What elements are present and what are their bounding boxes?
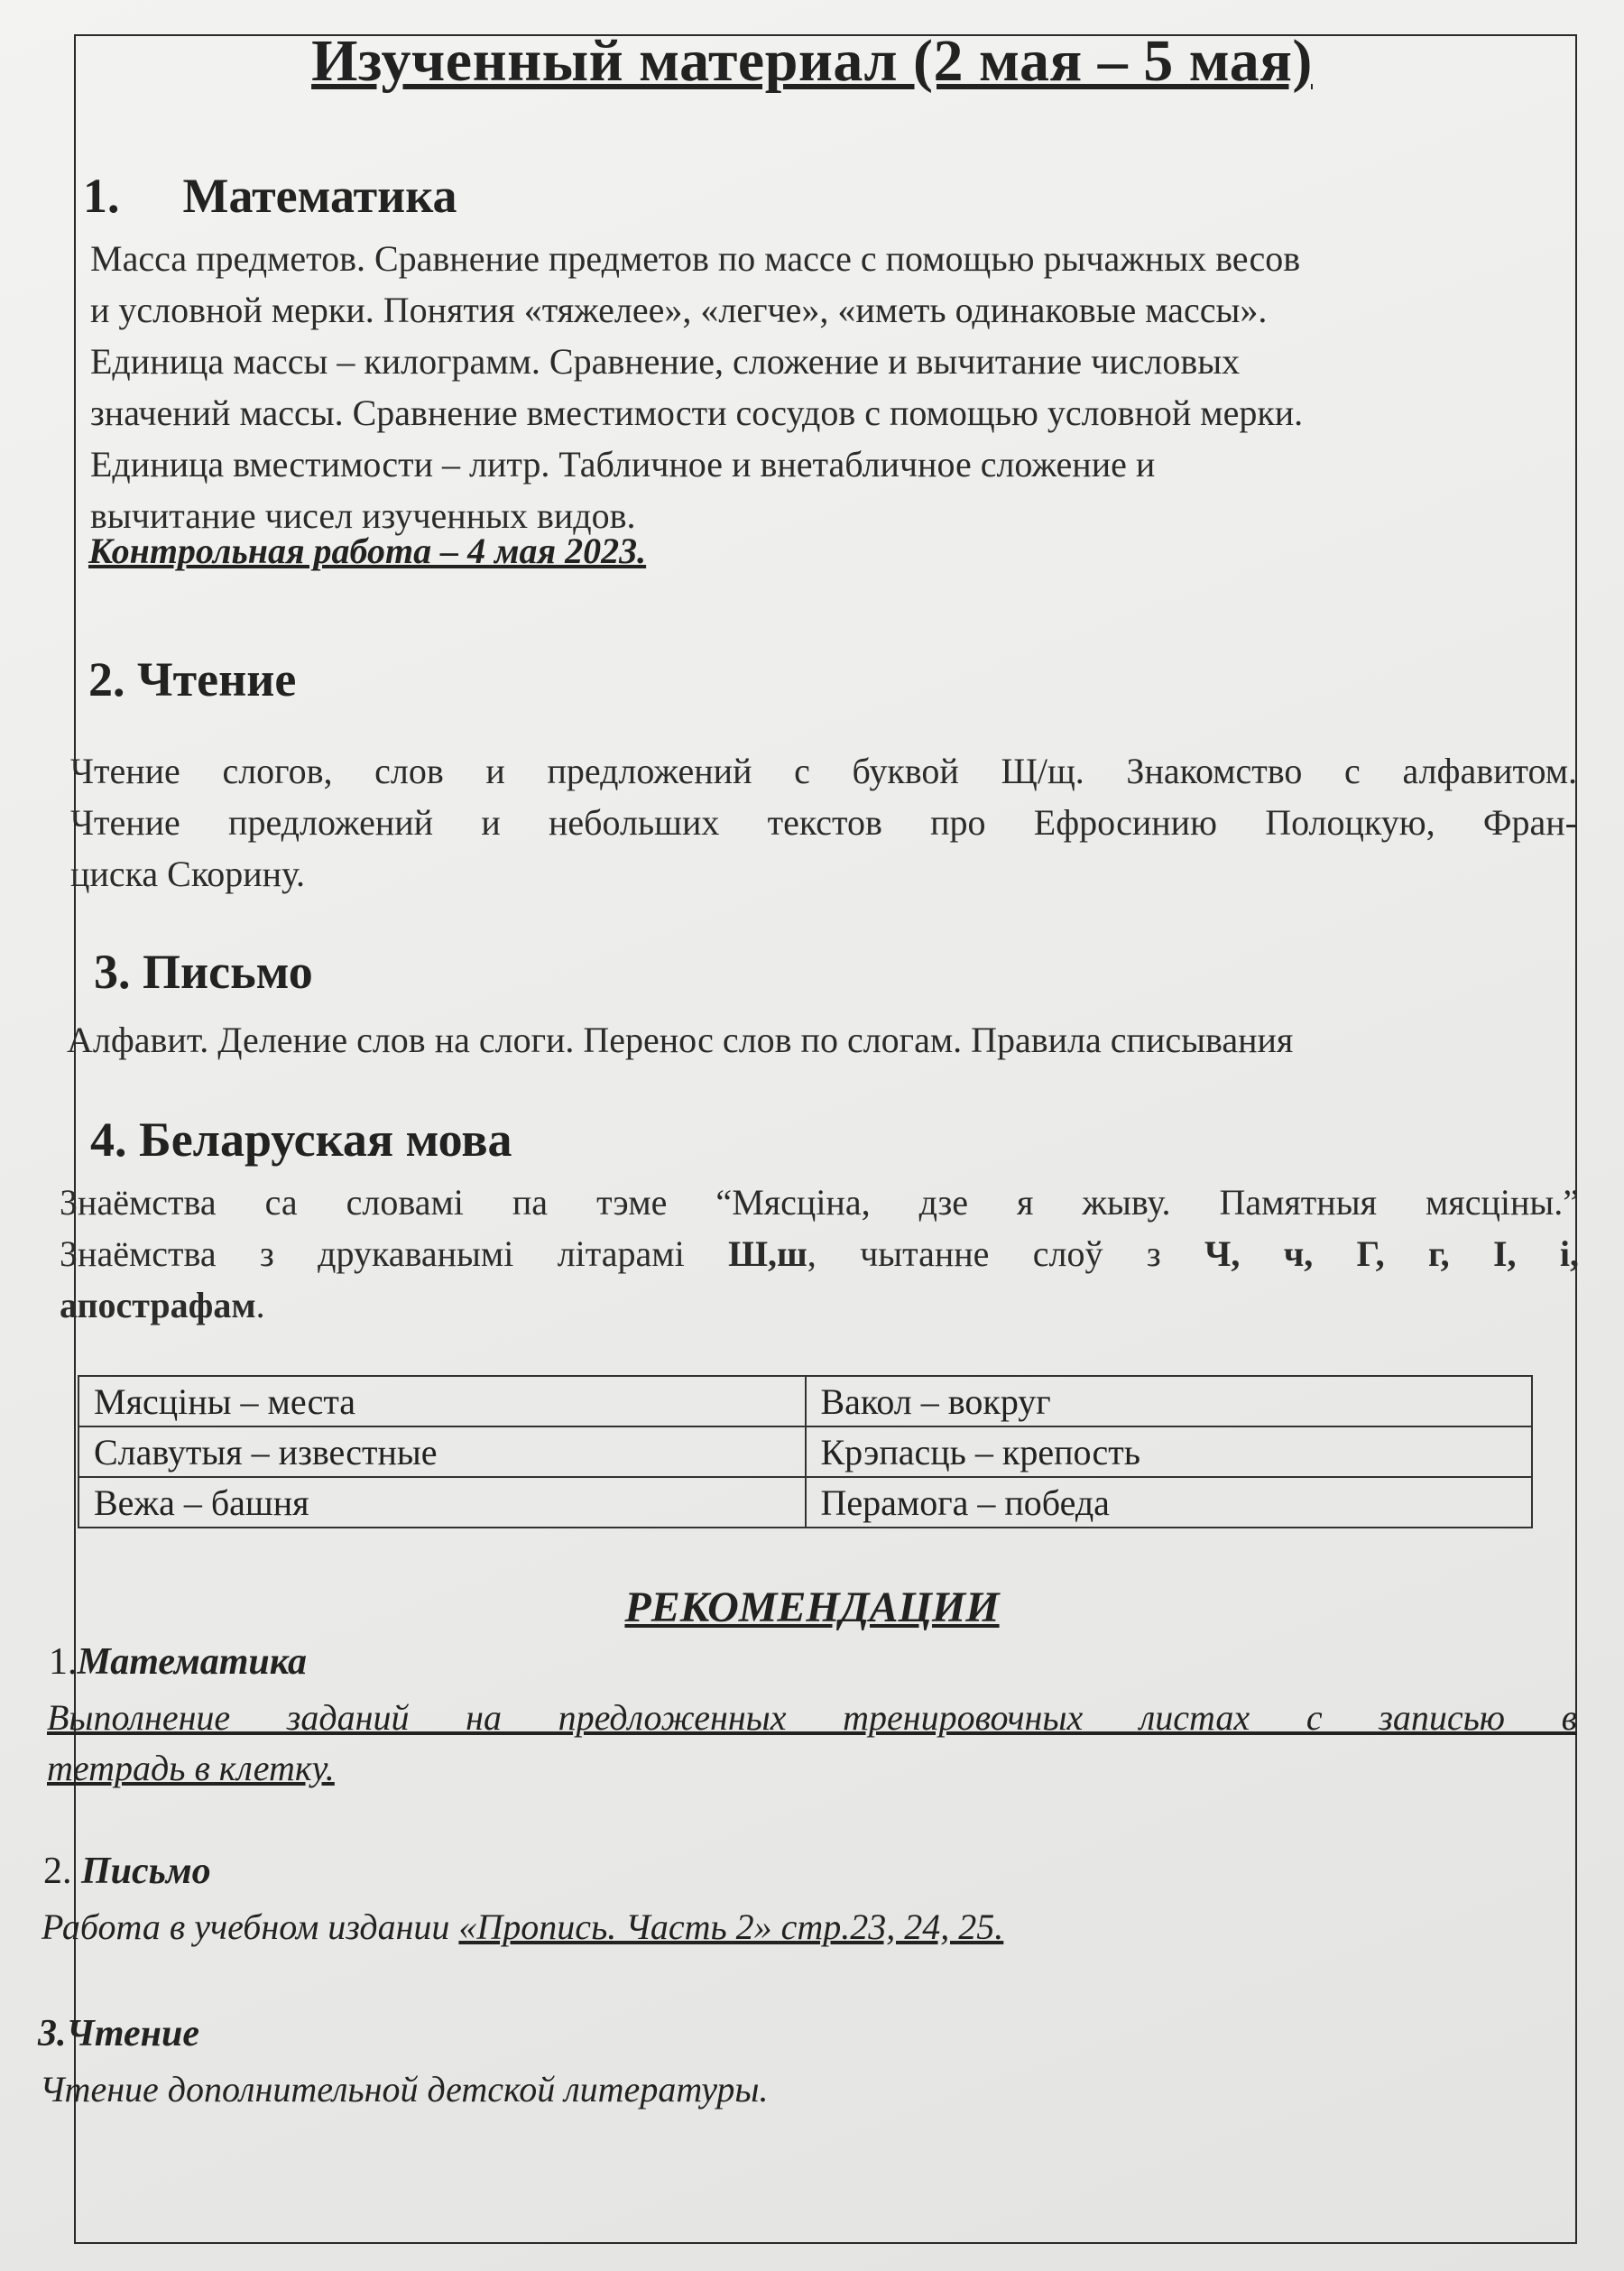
text-line: Чтение предложений и небольших текстов про Ефросинию Полоцкую, Фран- — [70, 802, 1577, 843]
text-line: и условной мерки. Понятия «тяжелее», «легче», «иметь одинаковые массы». — [90, 290, 1268, 330]
rec-math-heading: 1.Математика — [49, 1641, 308, 1683]
table-cell: Вежа – башня — [78, 1477, 806, 1528]
table-cell: Перамога – победа — [806, 1477, 1533, 1528]
page-title: Изученный материал (2 мая – 5 мая) — [311, 28, 1313, 94]
text-line: Единица массы – килограмм. Сравнение, сложение и вычитание числовых — [90, 341, 1241, 382]
text-line: Чтение слогов, слов и предложений с буквой Щ/щ. Знакомство с алфавитом. — [70, 751, 1577, 791]
text-line: значений массы. Сравнение вместимости сосудов с помощью условной мерки. — [90, 392, 1304, 433]
recommendations-title: РЕКОМЕНДАЦИИ — [624, 1583, 1000, 1631]
section-reading-heading: 2. Чтение — [88, 652, 297, 706]
section-math-title: Математика — [182, 169, 457, 223]
text-line: Единица вместимости – литр. Табличное и внетабличное сложение и — [90, 444, 1156, 485]
section-math-text — [90, 233, 1303, 541]
section-math-number: 1. — [83, 169, 120, 223]
rec-math-text — [47, 1693, 1577, 1794]
text-line: апострафам. — [60, 1285, 265, 1325]
rec-reading-heading: 3.Чтение — [38, 2013, 199, 2054]
table-row — [78, 1376, 1532, 1426]
text-line: Масса предметов. Сравнение предметов по массе с помощью рычажных весов — [90, 238, 1301, 279]
table-cell: Крэпасць – крепость — [806, 1426, 1533, 1477]
section-writing-text — [67, 1014, 1293, 1066]
section-math-heading — [83, 168, 457, 224]
text-line: вычитание чисел изученных видов. — [90, 495, 636, 536]
text-line: циска Скорину. — [70, 854, 306, 894]
text-line: Алфавит. Деление слов на слоги. Перенос слов по слогам. Правила списывания — [67, 1020, 1294, 1060]
rec-writing-text: Работа в учебном издании «Пропись. Часть 2» стр.23, 24, 25. — [42, 1906, 1004, 1947]
text-line: Выполнение заданий на предложенных тренировочных листах с записью в — [47, 1697, 1577, 1738]
text-line: тетрадь в клетку. — [47, 1748, 335, 1788]
text-line: Знаёмства са словамі па тэме “Мясціна, дзе я жыву. Памятныя мясціны.” — [60, 1182, 1579, 1223]
vocabulary-table — [78, 1375, 1533, 1528]
table-cell: Вакол – вокруг — [806, 1376, 1533, 1426]
table-cell: Мясціны – места — [78, 1376, 806, 1426]
control-work-date: Контрольная работа – 4 мая 2023. — [88, 531, 647, 571]
section-belarusian-text — [60, 1177, 1579, 1331]
text-line: Знаёмства з друкаванымі літарамі Ш,ш, чытанне слоў з Ч, ч, Г, г, І, і, — [60, 1233, 1580, 1274]
table-row — [78, 1426, 1532, 1477]
table-row — [78, 1477, 1532, 1528]
rec-writing-heading: 2. Письмо — [43, 1851, 211, 1892]
section-reading-text — [70, 745, 1577, 900]
section-belarusian-heading: 4. Беларуская мова — [90, 1112, 512, 1167]
rec-reading-text: Чтение дополнительной детской литературы. — [40, 2069, 769, 2109]
table-cell: Славутыя – известные — [78, 1426, 806, 1477]
section-writing-heading: 3. Письмо — [94, 945, 313, 999]
